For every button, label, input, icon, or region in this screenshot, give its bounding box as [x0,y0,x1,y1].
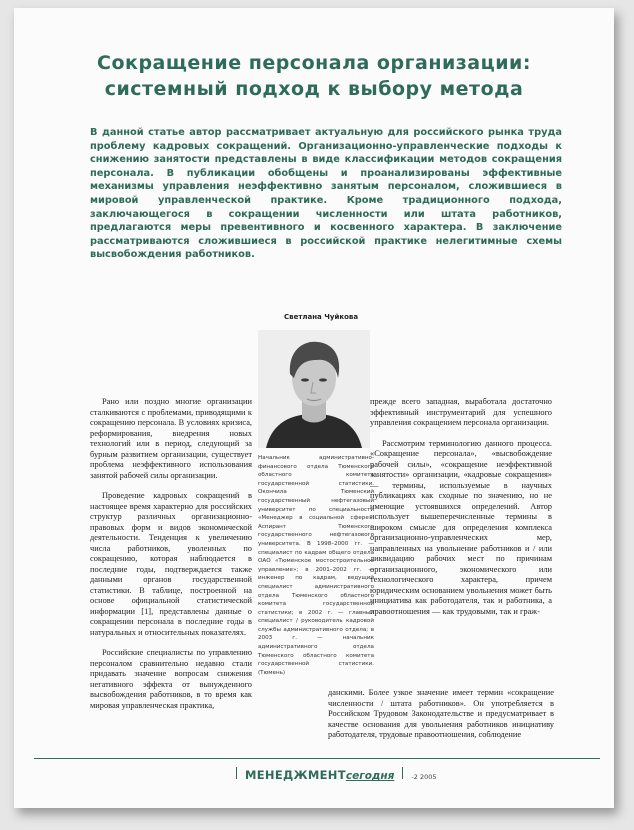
paragraph: данскими. Более узкое значение имеет термин «сокращение численности / штата работников». Он употребляется в Российском Трудовом Законодательстве и предусматривает в качестве основания для увольнения работников инициативу работодателя, трудовые правоотношения, соблюдение [328,688,554,739]
page-footer [236,764,437,783]
divider [236,767,237,779]
article-title-line1: Сокращение персонала организации: [97,52,531,74]
magazine-logo [245,764,394,783]
paragraph: Российские специалисты по управлению персоналом сравнительно недавно стали придавать значение вопросам снижения негативного эффекта от вынужденного высвобождения работников, в то время как мировая управленческая практика, [90,648,252,710]
paragraph: прежде всего западная, выработала достаточно эффективный инструментарий для успешного управления сокращением персонала организации. [370,397,552,427]
text-column-3 [370,397,552,627]
article-abstract: В данной статье автор рассматривает актуальную для российского рынка труда проблему кадровых сокращений. Организационно-управленческие подходы к снижению занятости представлены в виде классификации методов сокращения персонала. В публикации обобщены и проанализированы эффективные механизмы управления неэффективно занятым персоналом, сложившиеся в мировой управленческой практике. Кроме традиционного подхода, заключающегося в сокращении численности или штата работников, предлагаются меры превентивного и косвенного характера. В заключение рассматриваются сложившиеся в российской практике нелегитимные схемы высвобождения работников. [90,127,562,261]
paragraph: Рассмотрим терминологию данного процесса. «Сокращение персонала», «высвобождение рабочей силы», «сокращение неэффективной занятости» организации, «кадровые сокращения» — термины, используемые в научных публикациях как сходные по значению, но не имеющие устоявшихся определений. Автор использует вышеперечисленные термины в широком смысле для определения комплекса организационно-управленческих мер, направленных на увольнение работников и / или ликвидацию рабочих мест по причинам организационного, экономического или технологического характера, причем юридическим основанием увольнения может быть инициатива как работодателя, так и работника, а правоотношения — как трудовыми, так и граж- [370,438,552,616]
article-title-line2: системный подход к выбору метода [104,78,524,100]
paragraph: Рано или поздно многие организации сталкиваются с проблемами, приводящими к сокращению персонала. В условиях кризиса, реформирования, внедрения новых технологий или в период, следующий за бурным развитием организации, существует проблема неэффективного использования занятой рабочей силы организации. [90,397,252,480]
author-photo [258,330,370,448]
article-title [14,50,614,102]
footer-rule [34,758,600,759]
journal-page [14,8,614,808]
issue-number: -2 2005 [411,773,437,781]
magazine-name: МЕНЕДЖМЕНТ [245,768,346,782]
author-bio: Начальник административно-финансового отдела Тюменского областного комитета государственной статистики. Окончила Тюменский государственный нефтегазовый университет по специальности «Менеджер в социальной сфере». Аспирант Тюменского государственного нефтегазового университета. В 1998–2000 гг. — специалист по кадрам общего отдела ОАО «Тюменское мостостроительное управление»; в 2001–2002 гг. — инженер по кадрам, ведущий специалист административного отдела Тюменского областного комитета государственной статистики; в 2002 г. — главный специалист / руководитель кадровой службы административного отдела; в 2003 г. — начальник административного отдела Тюменского областного комитета государственной статистики. (Тюмень) [258,455,374,676]
text-column-1 [90,397,252,721]
paragraph: Проведение кадровых сокращений в настоящее время характерно для российских структур различных организационно-правовых форм и видов экономической деятельности. Тенденция к увеличению числа работников, уволенных по сокращению, которая наблюдается в последние годы, подтверждается также данными органов государственной статистики. В таблице, построенной на основе официальной статистической информации [1], представлены данные о сокращении персонала в последние годы в натуральных и относительных показателях. [90,491,252,637]
author-name: Светлана Чуйкова [284,313,359,321]
text-column-2-continuation [328,688,554,751]
divider [402,767,403,779]
magazine-name-suffix: сегодня [345,770,395,782]
